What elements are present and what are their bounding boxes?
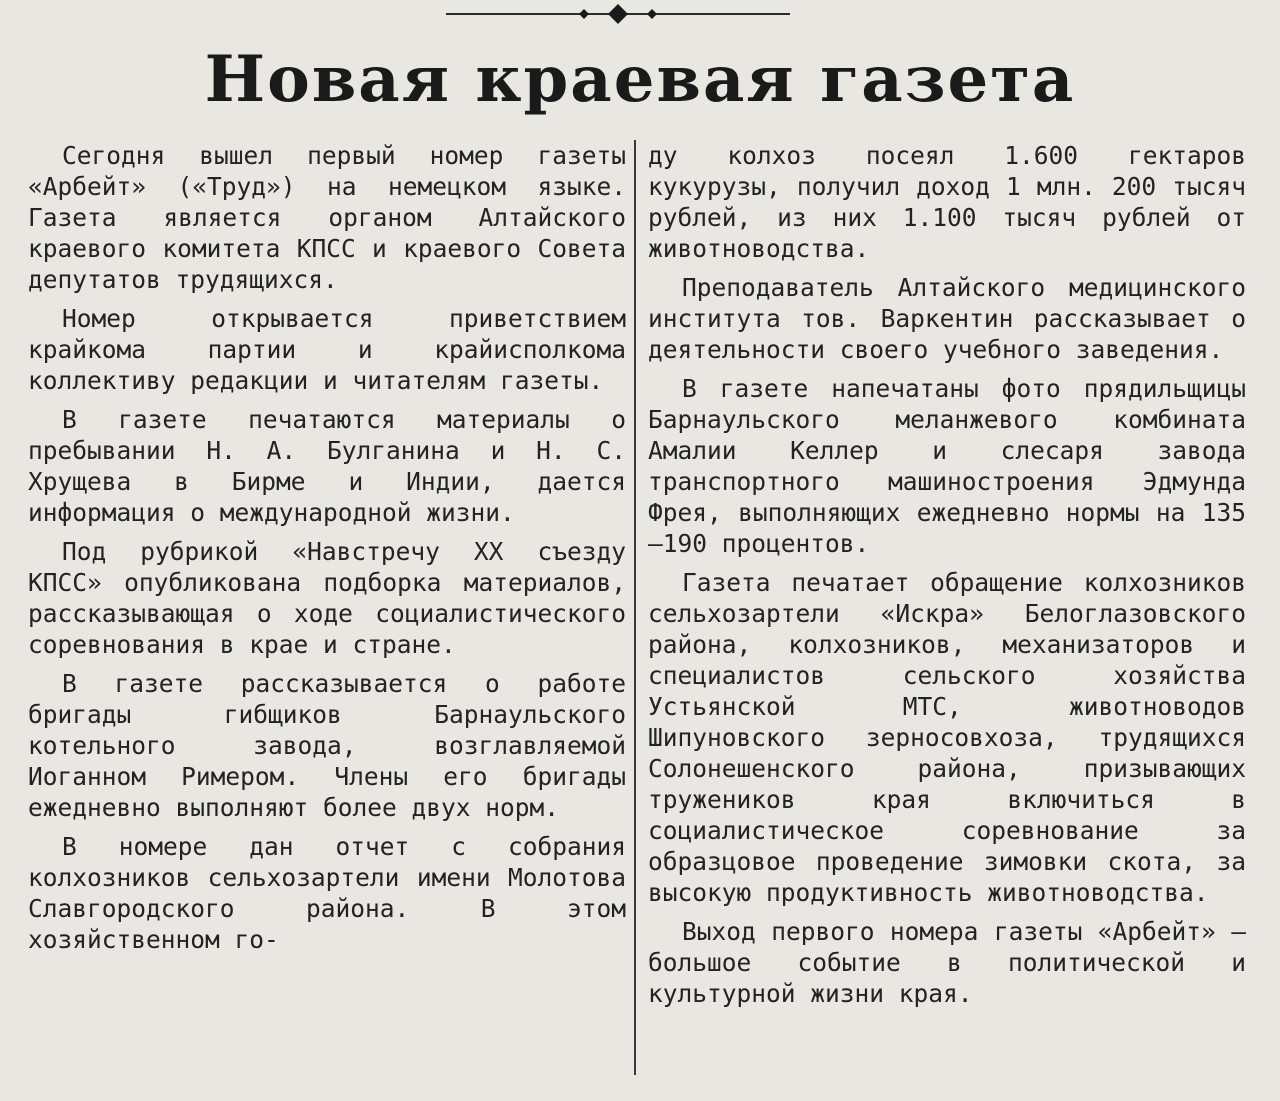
paragraph: В газете рассказывается о работе бригады гибщиков Барнаульского котельного завода, возглавляемой Иоганном Римером. Члены его бригады ежедневно выполняют более двух норм. [28, 669, 626, 822]
paragraph: Выход первого номера газеты «Арбейт» — большое событие в политической и культурной жизни края. [648, 917, 1246, 1008]
paragraph: В номере дан отчет с собрания колхозников сельхозартели имени Молотова Славгородского района. В этом хозяйственном го- [28, 832, 626, 954]
ornament-rule [446, 0, 790, 30]
left-column [28, 140, 626, 963]
paragraph: ду колхоз посеял 1.600 гектаров кукурузы, получил доход 1 млн. 200 тысяч рублей, из них 1.100 тысяч рублей от животноводства. [648, 141, 1246, 263]
headline: Новая краевая газета [204, 42, 1076, 117]
paragraph: В газете напечатаны фото прядильщицы Барнаульского меланжевого комбината Амалии Келлер и слесаря завода транспортного машиностроения Эдмунда Фрея, выполняющих ежедневно нормы на 135—190 процентов. [648, 374, 1246, 558]
right-column [648, 140, 1246, 1017]
column-divider [634, 140, 636, 1075]
paragraph: Преподаватель Алтайского медицинского института тов. Варкентин рассказывает о деятельности своего учебного заведения. [648, 273, 1246, 364]
paragraph: Газета печатает обращение колхозников сельхозартели «Искра» Белоглазовского района, колхозников, механизаторов и специалистов сельского хозяйства Устьянской МТС, животноводов Шипуновского зерносовхоза, трудящихся Солонешенского района, призывающих тружеников края включиться в социалистическое соревнование за образцовое проведение зимовки скота, за высокую продуктивность животноводства. [648, 568, 1246, 907]
paragraph: Номер открывается приветствием крайкома партии и крайисполкома коллективу редакции и читателям газеты. [28, 304, 626, 395]
paragraph: В газете печатаются материалы о пребывании Н. А. Булганина и Н. С. Хрущева в Бирме и Индии, дается информация о международной жизни. [28, 405, 626, 527]
paragraph: Под рубрикой «Навстречу XX съезду КПСС» опубликована подборка материалов, рассказывающая о ходе социалистического соревнования в крае и стране. [28, 537, 626, 659]
paragraph: Сегодня вышел первый номер газеты «Арбейт» («Труд») на немецком языке. Газета является органом Алтайского краевого комитета КПСС и краевого Совета депутатов трудящихся. [28, 141, 626, 294]
